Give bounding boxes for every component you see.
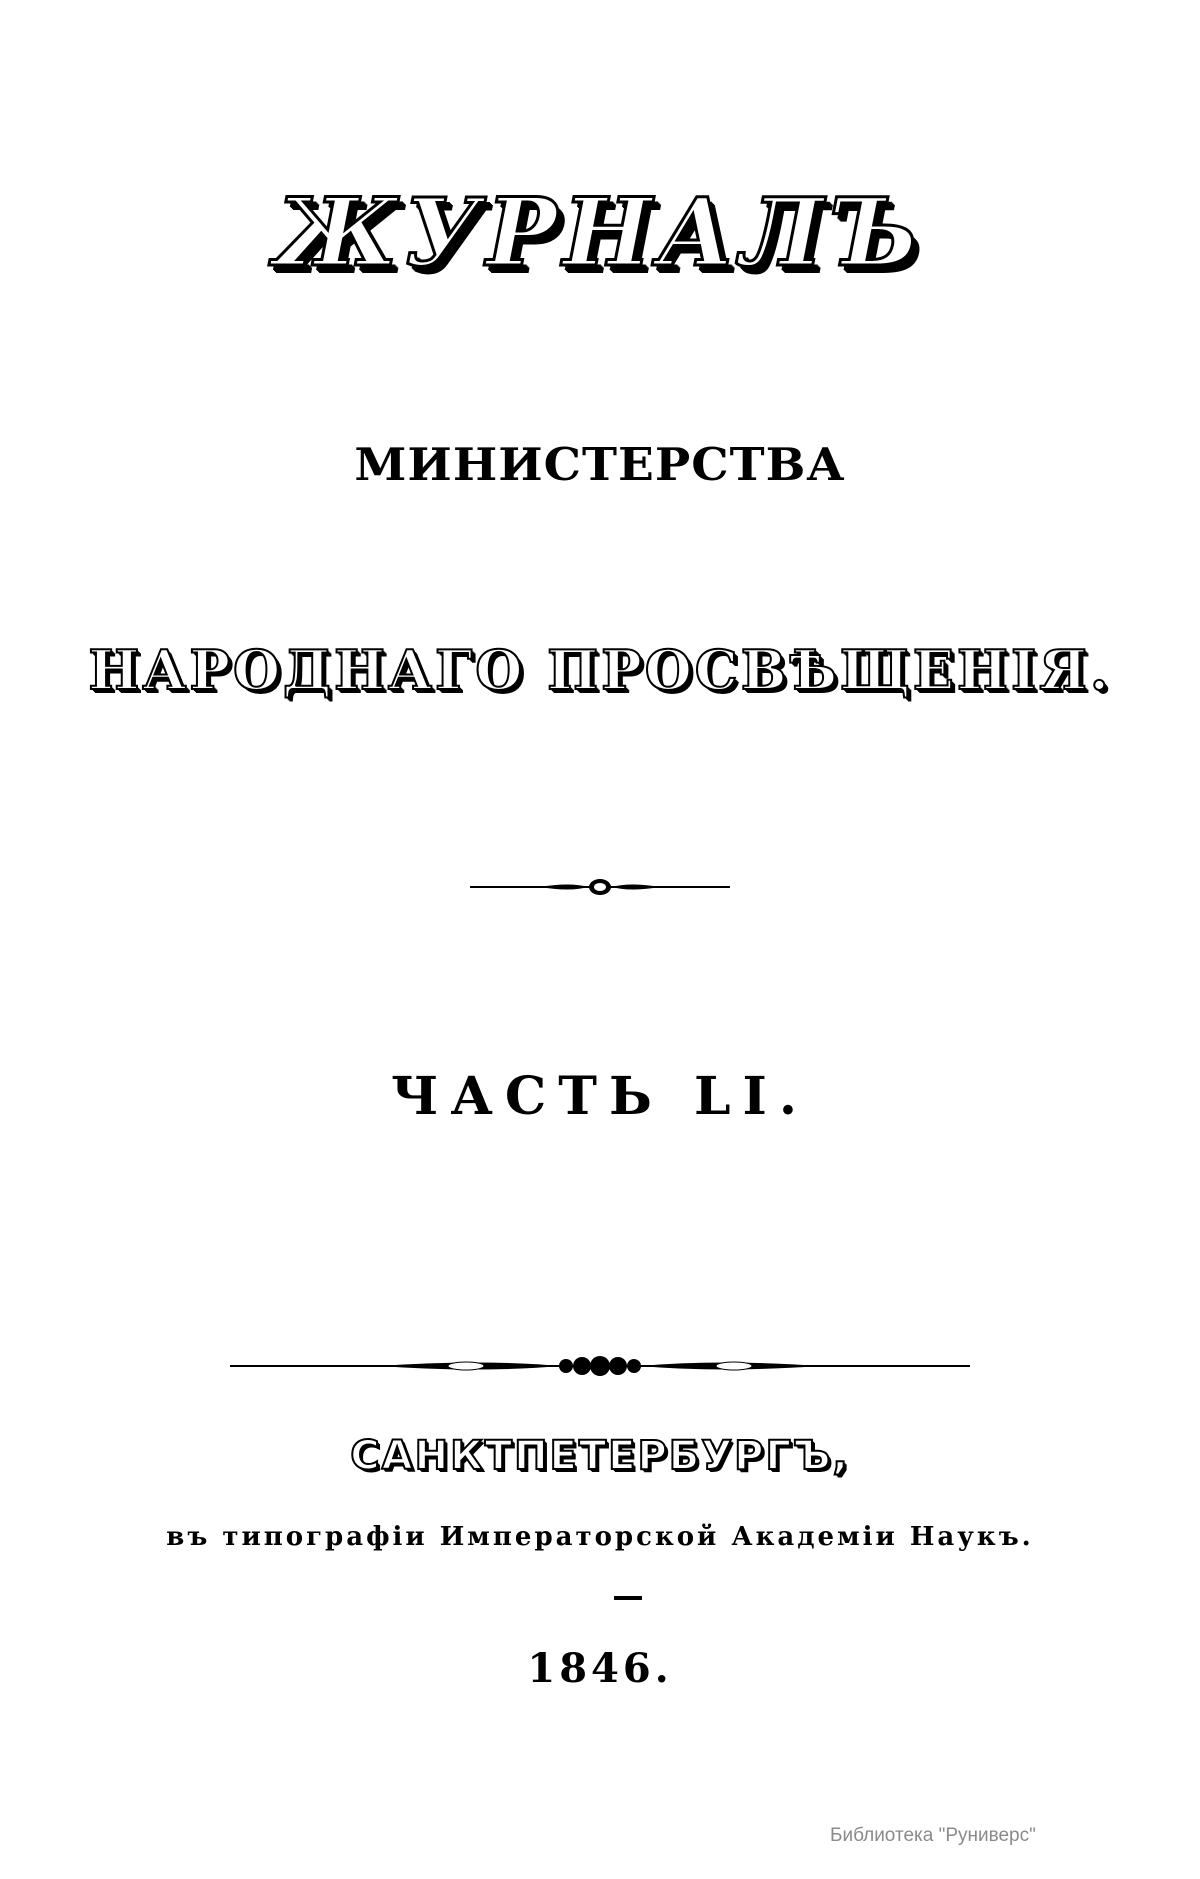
ministry-line: МИНИСТЕРСТВА [354,439,846,492]
ornament-divider-large-icon [230,1350,970,1382]
ornament-divider-small-icon [470,875,730,899]
ornament-divider-small [0,875,1200,899]
imprint-line: въ типографіи Императорской Академіи Наукъ. [166,1522,1034,1552]
city-line: САНКТПЕТЕРБУРГЪ, [350,1433,850,1479]
journal-title-block [0,178,1200,288]
education-line: НАРОДНАГО ПРОСВѢЩЕНІЯ. [88,638,1112,702]
short-rule-divider [614,1596,642,1600]
library-watermark: Библиотека "Руниверс" [830,1825,1036,1846]
publication-year: 1846. [527,1645,673,1692]
journal-title: ЖУРНАЛЪ [274,178,926,288]
part-label: ЧАСТЬ LI. [391,1066,809,1127]
ornament-divider-large [0,1350,1200,1382]
